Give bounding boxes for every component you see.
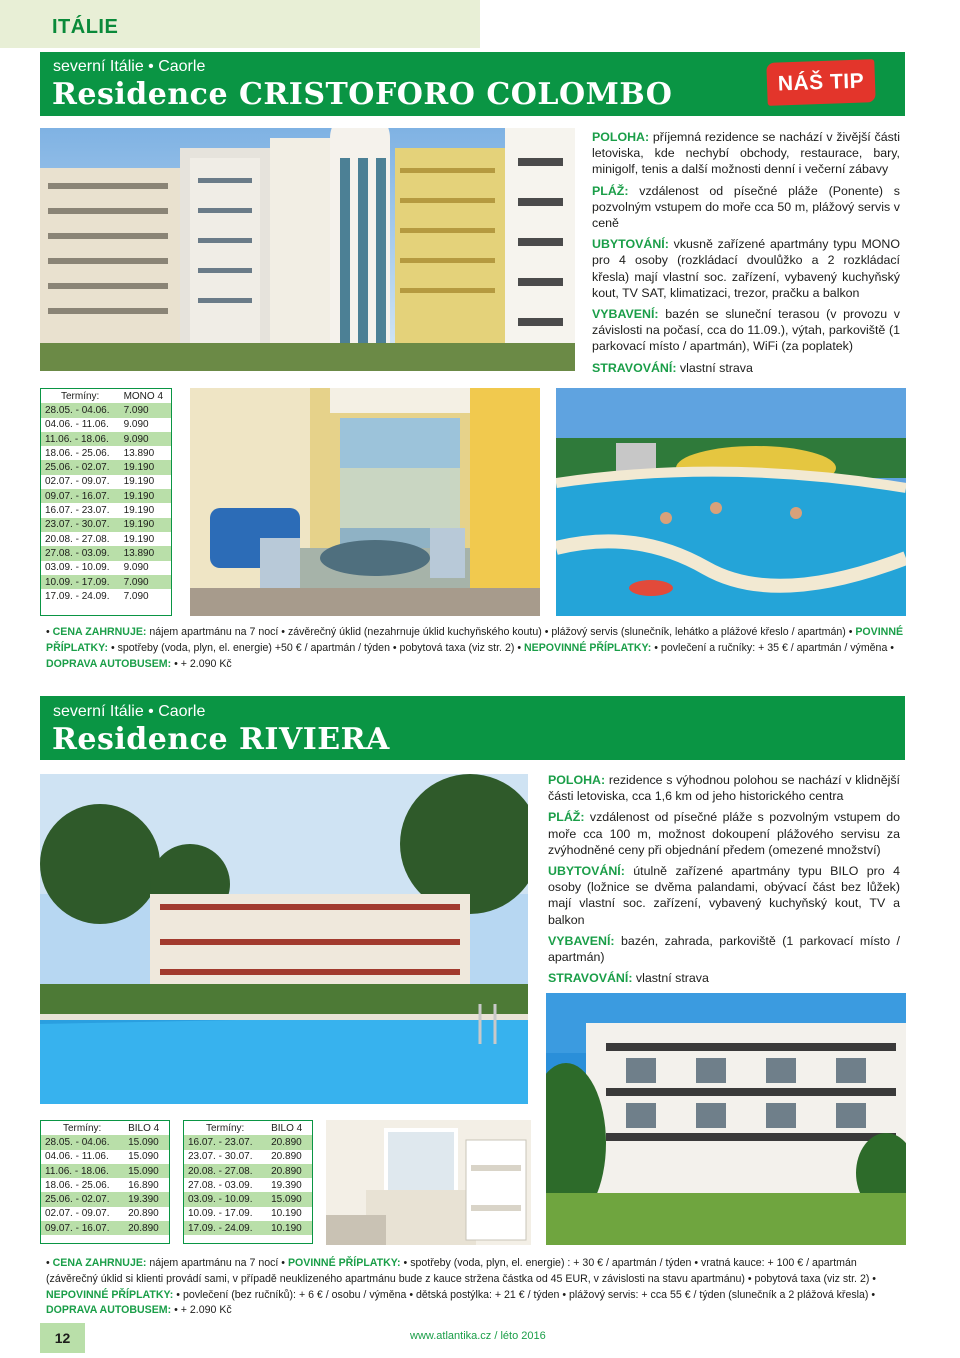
- table-row: [41, 446, 171, 460]
- date-range-cell: 10.09. - 17.09.: [184, 1207, 267, 1221]
- date-range-cell: 25.06. - 02.07.: [41, 460, 120, 474]
- hotel1-notes: • CENA ZAHRNUJE: nájem apartmánu na 7 nocí • závěrečný úklid (nezahrnuje úklid kuchyňského koutu) • plážový servis (slunečník, lehátko a plážové křeslo / apartmán) • POVINNÉ PŘÍPLATKY: • spotřeby (voda, plyn, el. energie) +50 € / apartmán / týden • pobytová taxa (viz str. 2) • NEPOVINNÉ PŘÍPLATKY: • povlečení a ručníky: + 35 € / apartmán / výměna • DOPRAVA AUTOBUSEM: • + 2.090 Kč: [46, 626, 904, 670]
- date-range-cell: 02.07. - 09.07.: [41, 475, 120, 489]
- hotel2-notes: • CENA ZAHRNUJE: nájem apartmánu na 7 nocí • POVINNÉ PŘÍPLATKY: • spotřeby (voda, plyn, el. energie) : + 30 € / apartmán / týden • vratná kauce: + 100 € / apartmán (závěrečný úklid si klienti provádí sami, v případě neuklizeného apartmánu bude z kauce stržena částka od 45 EUR, v závislosti na stavu apartmánu) • pobytová taxa (viz str. 2) • NEPOVINNÉ PŘÍPLATKY: • povlečení (bez ručníků): + 6 € / osobu / výměna • dětská postýlka: + 21 € / týden • plážový servis: + cca 55 € / týden (slunečník a 2 plážová křesla) • DOPRAVA AUTOBUSEM: • + 2.090 Kč: [46, 1257, 877, 1317]
- table-header-bilo4: BILO 4: [124, 1121, 169, 1135]
- table-row: [41, 460, 171, 474]
- hotel2-note-cena-label: CENA ZAHRNUJE:: [52, 1257, 147, 1269]
- date-range-cell: 20.08. - 27.08.: [41, 532, 120, 546]
- hotel2-desc-plaz: PLÁŽ: vzdálenost od písečné pláže s pozvolným vstupem do moře cca 100 m, možnost dokoupení plážového servisu za zvýhodněné ceny při objednání předem (omezené množství): [548, 810, 900, 857]
- table-row: [41, 418, 171, 432]
- price-cell: 10.190: [267, 1221, 312, 1235]
- hotel1-desc-ubytovani: UBYTOVÁNÍ: vkusně zařízené apartmány typu MONO pro 4 osoby (rozkládací dvoulůžko a 2 rozkládací křesla) mají vlastní soc. zařízení, vybavený kuchyňský kout, TV SAT, klimatizaci, trezor, pračku a balkon: [592, 237, 900, 300]
- date-range-cell: 23.07. - 30.07.: [184, 1150, 267, 1164]
- table-header-bilo4: BILO 4: [267, 1121, 312, 1135]
- price-cell: 19.390: [124, 1192, 169, 1206]
- hotel2-note-doprava-label: DOPRAVA AUTOBUSEM:: [46, 1304, 172, 1317]
- table-row: [184, 1207, 312, 1221]
- price-cell: 19.390: [267, 1178, 312, 1192]
- date-range-cell: 16.07. - 23.07.: [41, 503, 120, 517]
- date-range-cell: 11.06. - 18.06.: [41, 1164, 124, 1178]
- price-cell: 19.190: [120, 503, 171, 517]
- price-cell: 15.090: [267, 1192, 312, 1206]
- date-range-cell: 17.09. - 24.09.: [184, 1221, 267, 1235]
- price-cell: 19.190: [120, 489, 171, 503]
- nas-tip-badge: NÁŠ TIP: [766, 59, 875, 106]
- hotel2-pool-photo: [40, 774, 528, 1104]
- hotel2-price-table-b: [184, 1121, 312, 1235]
- date-range-cell: 04.06. - 11.06.: [41, 1150, 124, 1164]
- date-range-cell: 09.07. - 16.07.: [41, 489, 120, 503]
- price-cell: 20.890: [267, 1164, 312, 1178]
- table-header-terminy: Termíny:: [41, 1121, 124, 1135]
- hotel1-note-cena-label: CENA ZAHRNUJE:: [52, 626, 147, 638]
- price-cell: 7.090: [120, 575, 171, 589]
- table-row: [184, 1164, 312, 1178]
- date-range-cell: 27.08. - 03.09.: [41, 546, 120, 560]
- table-row: [184, 1150, 312, 1164]
- hotel1-note-nepovinne-label: NEPOVINNÉ PŘÍPLATKY:: [523, 641, 652, 654]
- table-row: [41, 1150, 169, 1164]
- table-row: [41, 503, 171, 517]
- date-range-cell: 27.08. - 03.09.: [184, 1178, 267, 1192]
- hotel2-location: severní Itálie • Caorle: [53, 703, 206, 720]
- table-row: [184, 1221, 312, 1235]
- table-row: [41, 432, 171, 446]
- date-range-cell: 18.06. - 25.06.: [41, 1178, 124, 1192]
- date-range-cell: 09.07. - 16.07.: [41, 1221, 124, 1235]
- hotel2-building-photo: [546, 993, 906, 1245]
- table-row: [41, 489, 171, 503]
- hotel1-location: severní Itálie • Caorle: [53, 58, 206, 75]
- price-cell: 19.190: [120, 475, 171, 489]
- hotel1-price-table: [41, 389, 171, 603]
- price-cell: 10.190: [267, 1207, 312, 1221]
- price-cell: 7.090: [120, 589, 171, 603]
- table-row: [41, 1207, 169, 1221]
- date-range-cell: 04.06. - 11.06.: [41, 418, 120, 432]
- table-row: [41, 1135, 169, 1149]
- country-heading: ITÁLIE: [52, 16, 119, 38]
- date-range-cell: 02.07. - 09.07.: [41, 1207, 124, 1221]
- price-cell: 20.890: [124, 1221, 169, 1235]
- price-cell: 13.890: [120, 446, 171, 460]
- hotel2-desc-stravovani: STRAVOVÁNÍ: vlastní strava: [548, 971, 709, 986]
- table-row: [41, 475, 171, 489]
- date-range-cell: 11.06. - 18.06.: [41, 432, 120, 446]
- price-cell: 20.890: [267, 1135, 312, 1149]
- hotel2-bedroom-photo: [326, 1120, 531, 1245]
- hotel2-desc-vybaveni: VYBAVENÍ: bazén, zahrada, parkoviště (1 parkovací místo / apartmán): [548, 933, 900, 965]
- table-row: [41, 518, 171, 532]
- hotel1-balcony-photo: [190, 388, 540, 616]
- date-range-cell: 03.09. - 10.09.: [41, 561, 120, 575]
- date-range-cell: 03.09. - 10.09.: [184, 1192, 267, 1206]
- price-cell: 15.090: [124, 1164, 169, 1178]
- date-range-cell: 23.07. - 30.07.: [41, 518, 120, 532]
- table-row: [41, 403, 171, 417]
- price-cell: 16.890: [124, 1178, 169, 1192]
- date-range-cell: 28.05. - 04.06.: [41, 403, 120, 417]
- price-cell: 20.890: [267, 1150, 312, 1164]
- hotel1-note-povinne-label: POVINNÉ PŘÍPLATKY:: [46, 626, 904, 654]
- hotel2-note-povinne-label: POVINNÉ PŘÍPLATKY:: [287, 1257, 401, 1269]
- page-number: 12: [40, 1323, 85, 1353]
- table-header-terminy: Termíny:: [184, 1121, 267, 1135]
- hotel1-pool-photo: [556, 388, 906, 616]
- table-header-terminy: Termíny:: [41, 389, 120, 403]
- table-row: [41, 575, 171, 589]
- table-row: [184, 1178, 312, 1192]
- hotel1-description: [592, 129, 900, 381]
- table-row: [41, 532, 171, 546]
- hotel2-header: [40, 696, 905, 760]
- hotel2-desc-poloha: POLOHA: rezidence s výhodnou polohou se nachází v klidnější části letoviska, cca 1,6 km od jeho historického centra: [548, 773, 900, 804]
- price-cell: 19.190: [120, 518, 171, 532]
- table-header-mono4: MONO 4: [120, 389, 171, 403]
- table-row: [41, 1221, 169, 1235]
- table-row: [41, 589, 171, 603]
- price-cell: 15.090: [124, 1150, 169, 1164]
- date-range-cell: 17.09. - 24.09.: [41, 589, 120, 603]
- hotel2-description: [548, 772, 900, 991]
- price-cell: 9.090: [120, 432, 171, 446]
- price-cell: 9.090: [120, 561, 171, 575]
- table-row: [184, 1135, 312, 1149]
- price-cell: 7.090: [120, 403, 171, 417]
- table-row: [41, 1178, 169, 1192]
- hotel1-header: [40, 52, 905, 116]
- hotel1-building-photo: [40, 128, 575, 371]
- hotel1-note-doprava-label: DOPRAVA AUTOBUSEM:: [46, 657, 172, 670]
- hotel1-desc-vybaveni: VYBAVENÍ: bazén se sluneční terasou (v provozu v závislosti na počasí, cca do 11.09.), výtah, parkoviště (1 parkovací místo / apartmán), WiFi (za poplatek): [592, 307, 900, 354]
- hotel1-desc-stravovani: STRAVOVÁNÍ: vlastní strava: [592, 360, 753, 375]
- date-range-cell: 18.06. - 25.06.: [41, 446, 120, 460]
- table-row: [41, 546, 171, 560]
- footer-url: www.atlantika.cz / léto 2016: [410, 1330, 546, 1342]
- hotel1-title: Residence CRISTOFORO COLOMBO: [52, 77, 673, 112]
- date-range-cell: 20.08. - 27.08.: [184, 1164, 267, 1178]
- price-cell: 15.090: [124, 1135, 169, 1149]
- date-range-cell: 16.07. - 23.07.: [184, 1135, 267, 1149]
- table-row: [41, 1192, 169, 1206]
- hotel1-desc-plaz: PLÁŽ: vzdálenost od písečné pláže (Ponente) s pozvolným vstupem do moře cca 50 m, plážový servis v ceně: [592, 183, 900, 231]
- price-cell: 19.190: [120, 460, 171, 474]
- date-range-cell: 10.09. - 17.09.: [41, 575, 120, 589]
- price-cell: 20.890: [124, 1207, 169, 1221]
- hotel1-desc-poloha: POLOHA: příjemná rezidence se nachází v živější části letoviska, kde nechybí obchody, restaurace, bary, minigolf, tenis a další možnosti denní i večerní zábavy: [592, 130, 900, 177]
- hotel2-note-nepovinne-label: NEPOVINNÉ PŘÍPLATKY:: [46, 1288, 174, 1301]
- table-row: [41, 1164, 169, 1178]
- price-cell: 9.090: [120, 418, 171, 432]
- table-row: [41, 561, 171, 575]
- hotel2-desc-ubytovani: UBYTOVÁNÍ: útulně zařízené apartmány typu BILO pro 4 osoby (ložnice se dvěma palandami, obývací část bez lůžek) mají vlastní soc. zařízení, vybavený kuchyňský kout, TV a balkon: [548, 864, 900, 927]
- price-cell: 19.190: [120, 532, 171, 546]
- hotel2-title: Residence RIVIERA: [52, 722, 390, 757]
- price-cell: 13.890: [120, 546, 171, 560]
- date-range-cell: 25.06. - 02.07.: [41, 1192, 124, 1206]
- table-row: [184, 1192, 312, 1206]
- date-range-cell: 28.05. - 04.06.: [41, 1135, 124, 1149]
- hotel2-price-table-a: [41, 1121, 169, 1235]
